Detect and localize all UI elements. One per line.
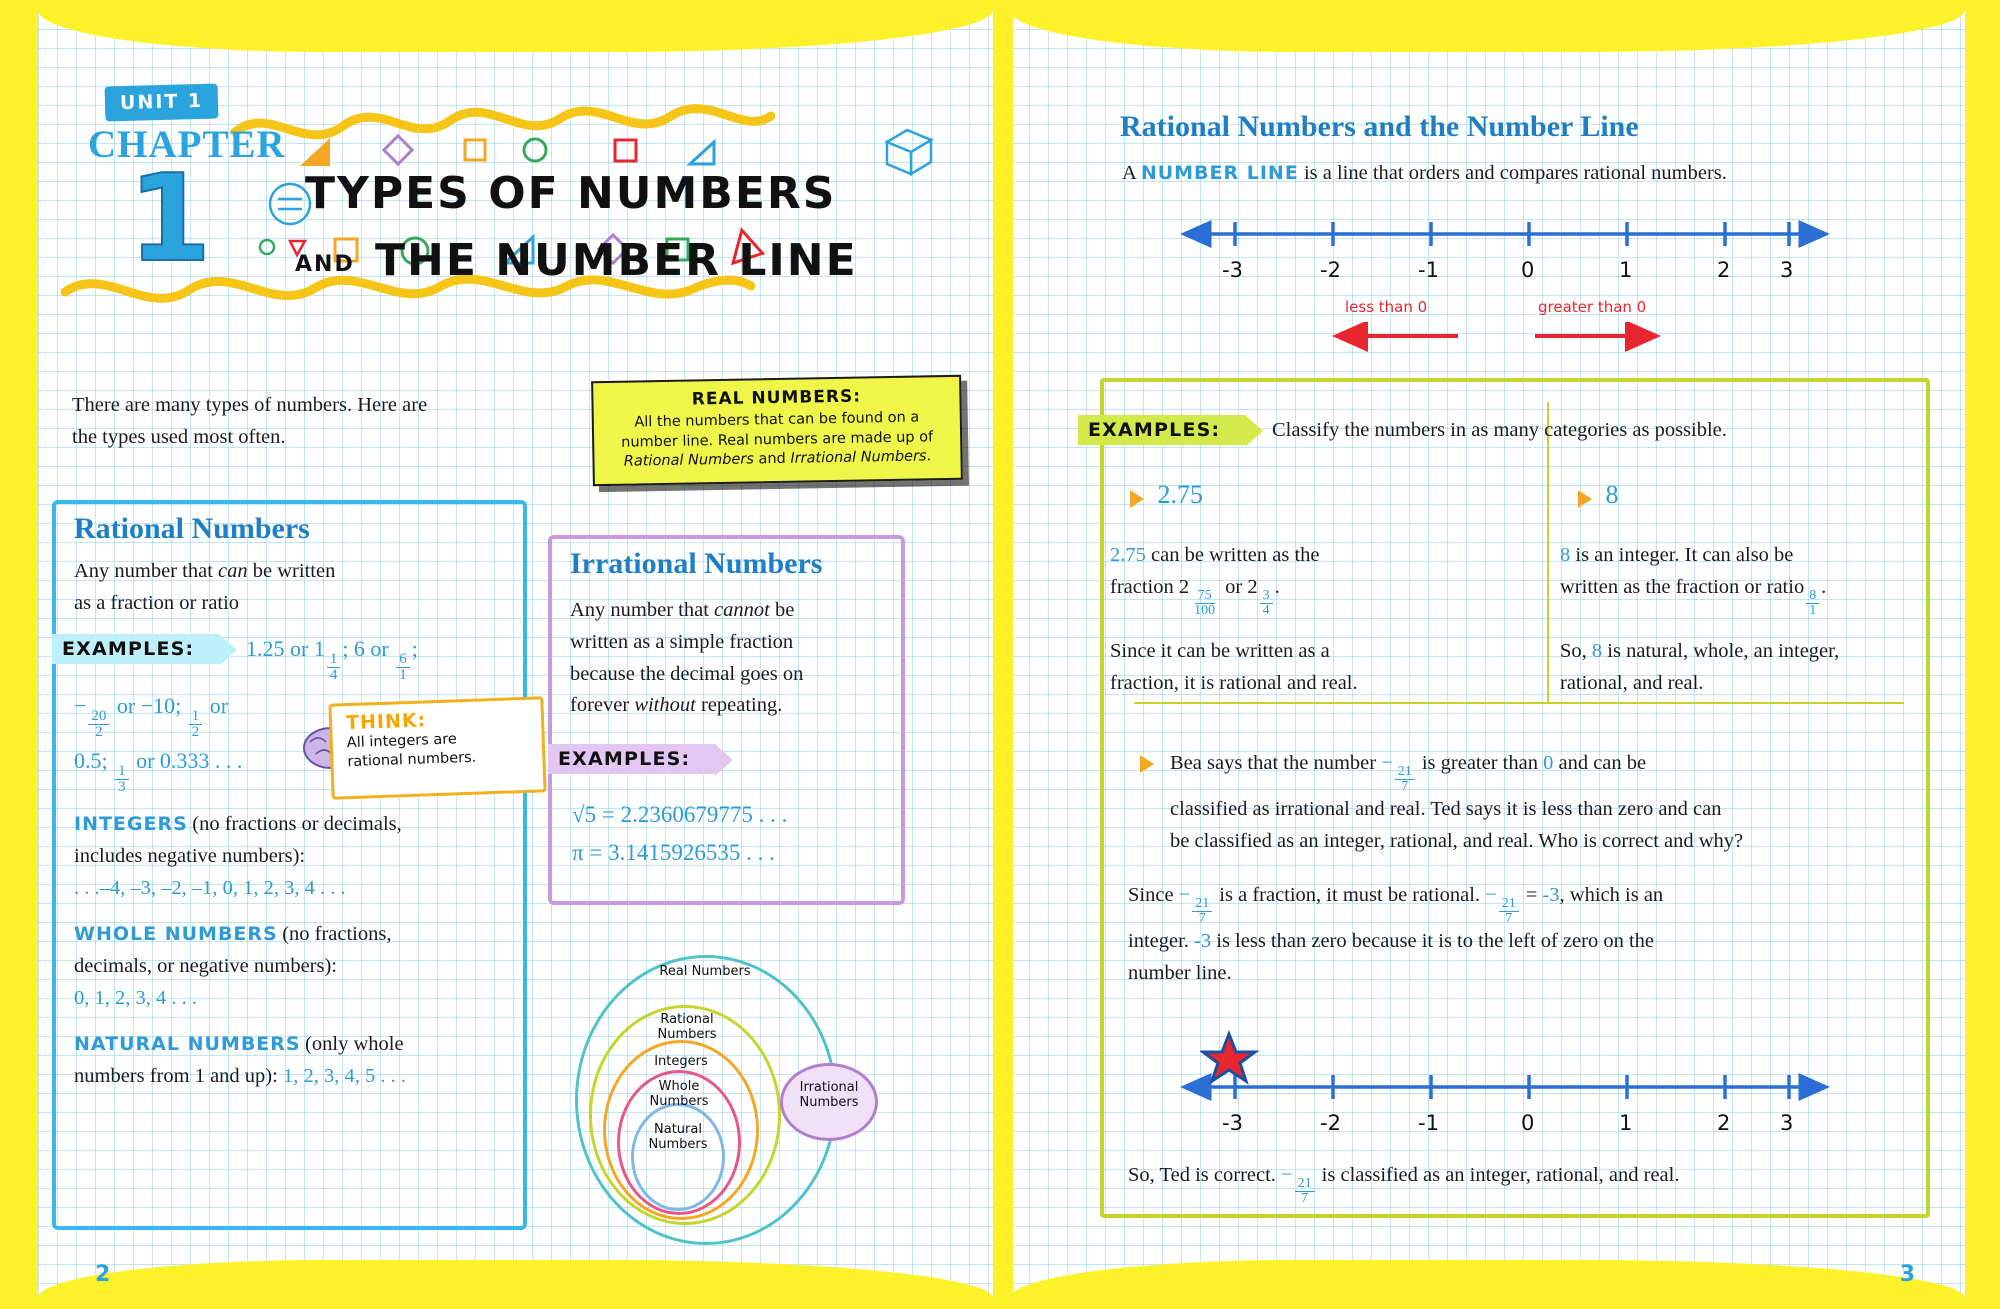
- natural-numbers-desc1: (only whole: [305, 1033, 404, 1055]
- sol-d: integer.: [1128, 930, 1189, 953]
- integers-label: INTEGERS: [74, 813, 188, 835]
- think-line1: All integers are: [346, 731, 458, 752]
- problem-solution: [1128, 880, 1908, 990]
- venn-natural: [631, 1103, 725, 1211]
- ex1-val: 2.75: [1110, 544, 1146, 566]
- tick-label-1: 1: [1619, 258, 1633, 282]
- triangle-bullet-icon: [1140, 755, 1154, 773]
- integers-desc1: (no fractions or decimals,: [192, 813, 402, 835]
- def-a: A: [1122, 162, 1136, 184]
- rational-desc-line1: Any number that can be written: [74, 560, 336, 582]
- chapter-word: CHAPTER: [88, 123, 286, 166]
- rational-examples-row3: 0.5; $\frac{1}{3}$ or 0.333 . . .: [74, 748, 243, 795]
- number-line-tag: NUMBER LINE: [1140, 162, 1299, 184]
- ex1-line3: Since it can be written as a: [1110, 639, 1330, 662]
- irr-line4: forever without repeating.: [570, 694, 783, 717]
- ex1-text: can be written as the: [1151, 544, 1320, 566]
- real-numbers-note-body: [606, 408, 949, 473]
- example-2-bullet: [1578, 475, 1618, 515]
- rational-examples-row2: − $\frac{20}{2}$ or −10; $\frac{1}{2}$ or: [74, 693, 229, 740]
- example-2-value: 8: [1605, 480, 1619, 509]
- example-2-explanation: [1560, 540, 1950, 699]
- irrational-numbers-title: Irrational Numbers: [570, 547, 823, 580]
- whole-numbers-values: 0, 1, 2, 3, 4 . . .: [74, 986, 197, 1009]
- ex2-line2: written as the fraction or ratio $\frac{8}{1}$ .: [1560, 575, 1827, 618]
- venn-diagram: [575, 955, 915, 1245]
- natural-desc2-text: numbers from 1 and up):: [74, 1064, 278, 1087]
- chapter-title-line2: THE NUMBER LINE: [375, 235, 858, 286]
- sol-b: is a fraction, it must be rational.: [1219, 884, 1481, 906]
- sol-neg3: -3: [1194, 930, 1212, 953]
- number-line-bottom: [1175, 1065, 1835, 1111]
- whole-numbers-desc2: decimals, or negative numbers):: [74, 954, 337, 977]
- ex1-gap: [1110, 618, 1500, 636]
- whole-numbers-desc1: (no fractions,: [282, 923, 392, 945]
- star-marker-icon: [1200, 1030, 1260, 1085]
- examples-tag: EXAMPLES:: [548, 744, 716, 774]
- triangle-bullet-icon: [1578, 490, 1592, 508]
- number-line-top: [1175, 212, 1835, 258]
- venn-label-natural1: Natural: [654, 1122, 702, 1137]
- real-note-line2: number line. Real numbers are made up of: [621, 428, 934, 451]
- sol-e: is less than zero because it is to the left of zero on the: [1216, 930, 1655, 953]
- left-arrow-icon: [1330, 322, 1470, 352]
- prob-zero: 0: [1543, 752, 1554, 774]
- ex2-line3: [1560, 636, 1950, 668]
- page-edge-bottom: [1010, 1260, 1965, 1298]
- prob-line2: classified as irrational and real. Ted says it is less than zero and can: [1170, 798, 1722, 821]
- unit-badge: UNIT 1: [105, 84, 219, 122]
- prob-line3: be classified as an integer, rational, and real. Who is correct and why?: [1170, 829, 1744, 852]
- intro-paragraph: [72, 390, 572, 454]
- tick-label-2: 2: [1717, 258, 1731, 282]
- tick-label-3: 3: [1780, 258, 1794, 282]
- real-note-italic1: Rational Numbers: [623, 451, 755, 470]
- def-b: is a line that orders and compares rational numbers.: [1303, 162, 1727, 184]
- tick2-label-1: 1: [1619, 1111, 1633, 1135]
- page-number-left: 2: [95, 1262, 111, 1287]
- natural-numbers-desc2: [74, 1061, 514, 1093]
- integers-desc2: includes negative numbers):: [74, 844, 306, 867]
- venn-label-irrational2: Numbers: [799, 1095, 859, 1110]
- venn-label-rational2: Numbers: [657, 1027, 717, 1042]
- problem-statement: [1170, 748, 1890, 858]
- real-note-italic2: Irrational Numbers: [790, 448, 927, 467]
- real-note-end: .: [926, 448, 932, 465]
- examples-prompt: Classify the numbers in as many categories as possible.: [1272, 419, 1727, 441]
- venn-label-whole2: Numbers: [649, 1094, 709, 1109]
- real-note-join: and: [753, 450, 791, 468]
- page-number-right: 3: [1899, 1262, 1915, 1287]
- number-line-definition: [1122, 158, 1912, 190]
- ex1-line2: fraction 2 $\frac{75}{100}$ or 2 $\frac{3}{4}$ .: [1110, 575, 1280, 618]
- sol-line1: Since − $\frac{21}{7}$ is a fraction, it must be rational. − $\frac{21}{7}$ = -3, which is an: [1128, 884, 1664, 927]
- examples-tag-wrap: [1078, 415, 1246, 445]
- example-1-bullet: [1130, 475, 1203, 515]
- column-divider: [1547, 402, 1549, 702]
- tick2-label--1: -1: [1418, 1111, 1439, 1135]
- prob-line1: Bea says that the number − $\frac{21}{7}$ is greater than 0 and can be: [1170, 752, 1647, 795]
- example-1-explanation: [1110, 540, 1500, 699]
- sol-c: = -3, which is an: [1525, 884, 1664, 906]
- integers-values: . . .–4, –3, –2, –1, 0, 1, 2, 3, 4 . . .: [74, 876, 346, 899]
- problem-bullet: [1140, 755, 1163, 773]
- rational-examples-row1: 1.25 or 1 $\frac{1}{4}$ ; 6 or $\frac{6}{1}$ ;: [246, 636, 418, 683]
- think-callout: [328, 696, 546, 799]
- tick-label--1: -1: [1418, 258, 1439, 282]
- chapter-number: 1: [128, 150, 212, 289]
- prob-c: and can be: [1558, 752, 1647, 774]
- tick2-label-3: 3: [1780, 1111, 1794, 1135]
- whole-numbers-block: [74, 919, 514, 1014]
- conc-a: So, Ted is correct.: [1128, 1164, 1276, 1186]
- tick2-label--2: -2: [1320, 1111, 1341, 1135]
- tick2-label--3: -3: [1222, 1111, 1243, 1135]
- tick2-label-2: 2: [1717, 1111, 1731, 1135]
- ex2-line1: [1560, 540, 1950, 572]
- rational-numbers-box: [52, 500, 527, 1230]
- rational-number-line-heading: Rational Numbers and the Number Line: [1120, 110, 1639, 143]
- irr-line1: Any number that cannot be: [570, 599, 795, 621]
- ex2-line4: rational, and real.: [1560, 671, 1704, 694]
- ex2-val: 8: [1560, 544, 1571, 566]
- irrational-example-sqrt: √5 = 2.2360679775 . . .: [572, 802, 788, 827]
- chapter-title-line1: TYPES OF NUMBERS: [305, 168, 837, 219]
- think-title: THINK:: [345, 709, 427, 735]
- page-edge-top: [38, 10, 993, 52]
- conc-b: is classified as an integer, rational, and real.: [1321, 1164, 1680, 1186]
- rational-examples-tag-wrap: [52, 634, 220, 664]
- rational-desc-line2: as a fraction or ratio: [74, 591, 240, 614]
- ex2-so: So,: [1560, 639, 1587, 662]
- whole-numbers-label: WHOLE NUMBERS: [74, 923, 278, 945]
- real-note-line1: All the numbers that can be found on a: [634, 409, 920, 431]
- rational-desc: [74, 556, 504, 620]
- ex2-cats: is natural, whole, an integer,: [1607, 639, 1840, 662]
- venn-label-integers: Integers: [654, 1054, 708, 1069]
- intro-line-2: the types used most often.: [72, 425, 286, 448]
- right-arrow-icon: [1525, 322, 1665, 352]
- irrational-numbers-box: [548, 535, 905, 905]
- ex2-gap: [1560, 618, 1950, 636]
- sol-line2: [1128, 926, 1908, 958]
- irr-line2: written as a simple fraction: [570, 630, 794, 653]
- sol-a: Since: [1128, 884, 1174, 906]
- ex2-eight: 8: [1591, 639, 1603, 662]
- venn-label-irrational1: Irrational: [799, 1080, 859, 1095]
- sol-line3: number line.: [1128, 961, 1232, 984]
- intro-line-1: There are many types of numbers. Here are: [72, 394, 428, 416]
- ex1-line1: [1110, 540, 1500, 572]
- chapter-title-and: AND: [295, 252, 355, 277]
- irrational-desc: [570, 595, 895, 722]
- venn-label-natural2: Numbers: [648, 1137, 708, 1152]
- ex2-text: is an integer. It can also be: [1575, 544, 1794, 566]
- greater-than-zero-label: greater than 0: [1538, 298, 1647, 316]
- page-edge-bottom: [38, 1260, 993, 1298]
- triangle-bullet-icon: [1130, 490, 1144, 508]
- irrational-example-pi: π = 3.1415926535 . . .: [572, 840, 775, 865]
- example-1-value: 2.75: [1157, 480, 1203, 509]
- natural-numbers-label: NATURAL NUMBERS: [74, 1033, 301, 1055]
- tick-label--2: -2: [1320, 258, 1341, 282]
- ex1-line4: fraction, it is rational and real.: [1110, 671, 1358, 694]
- integers-block: [74, 809, 514, 904]
- problem-conclusion: So, Ted is correct. − $\frac{21}{7}$ is classified as an integer, rational, and real.: [1128, 1164, 1680, 1207]
- prob-a: Bea says that the number: [1170, 752, 1377, 774]
- irrational-examples-tag-wrap: [548, 744, 716, 774]
- ex2-text2: written as the fraction or ratio: [1560, 575, 1805, 598]
- venn-label-real: Real Numbers: [659, 964, 751, 979]
- cube-icon: [875, 120, 945, 180]
- prob-b: is greater than: [1421, 752, 1538, 774]
- real-numbers-note-title: REAL NUMBERS:: [691, 386, 862, 410]
- natural-numbers-block: [74, 1029, 514, 1093]
- page-edge-top: [1010, 10, 1965, 52]
- book-spine: [993, 0, 1013, 1309]
- natural-numbers-values: 1, 2, 3, 4, 5 . . .: [282, 1064, 406, 1087]
- tick-label-0: 0: [1521, 258, 1535, 282]
- section-divider: [1134, 702, 1904, 704]
- tick-label--3: -3: [1222, 258, 1243, 282]
- less-than-zero-label: less than 0: [1345, 298, 1428, 316]
- irr-line3: because the decimal goes on: [570, 662, 804, 685]
- examples-tag: EXAMPLES:: [52, 634, 220, 664]
- real-numbers-note: [591, 375, 963, 486]
- examples-tag: EXAMPLES:: [1078, 415, 1246, 445]
- rational-numbers-title: Rational Numbers: [74, 512, 310, 545]
- venn-label-rational1: Rational: [660, 1012, 714, 1027]
- venn-label-whole1: Whole: [658, 1079, 700, 1094]
- tick2-label-0: 0: [1521, 1111, 1535, 1135]
- think-line2: rational numbers.: [347, 749, 477, 770]
